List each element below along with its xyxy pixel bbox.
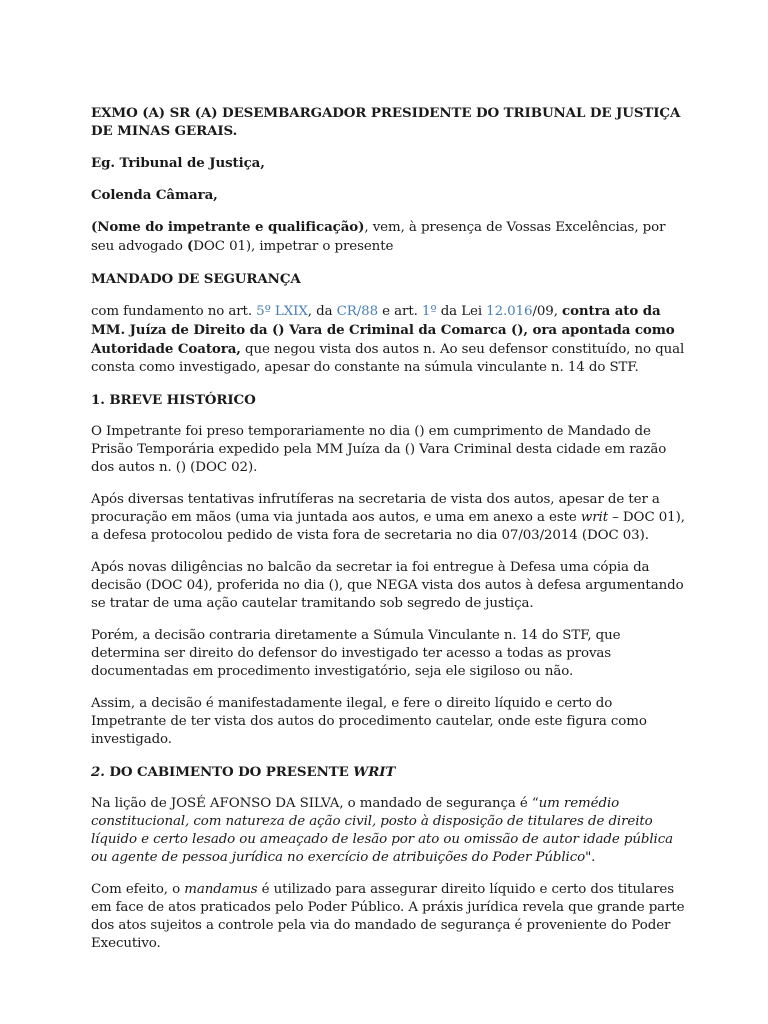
- citation-quote: um remédio constitucional, com natureza de ação civil, posto à disposição de titulares de direito líquido e certo lesado ou ameaçado de lesão por ato ou omissão de autor idade pública ou agente de pessoa jurídica no exercício de atribuições do Poder Público".: [91, 796, 674, 865]
- addressee-heading: EXMO (A) SR (A) DESEMBARGADOR PRESIDENTE DO TRIBUNAL DE JUSTIÇA DE MINAS GERAIS.: [91, 105, 681, 139]
- link-art-1[interactable]: 1º: [421, 304, 437, 319]
- section-1-title: 1. BREVE HISTÓRICO: [91, 392, 256, 408]
- link-cr-88[interactable]: CR/88: [336, 304, 378, 319]
- historico-paragraph-3: Após novas diligências no balcão da secretar ia foi entregue à Defesa uma cópia da decisão (DOC 04), proferida no dia (), que NEGA vista dos autos à defesa argumentando se tratar de uma ação cautelar tramitando sob segredo de justiça.: [91, 560, 684, 611]
- salutation-tribunal: Eg. Tribunal de Justiça,: [91, 155, 265, 171]
- historico-paragraph-1: O Impetrante foi preso temporariamente no dia () em cumprimento de Mandado de Prisão Temporária expedido pela MM Juíza da () Vara Criminal desta cidade em razão dos autos n. () (DOC 02).: [91, 424, 667, 475]
- historico-paragraph-2: Após diversas tentativas infrutíferas na secretaria de vista dos autos, apesar de ter a procuração em mãos (uma via juntada aos autos, e uma em anexo a este writ – DOC 01), a defesa protocolou pedido de vista fora de secretaria no dia 07/03/2014 (DOC 03).: [91, 492, 685, 543]
- historico-paragraph-4: Porém, a decisão contraria diretamente a Súmula Vinculante n. 14 do STF, que determina ser direito do defensor do investigado ter acesso a todas as provas documentadas em procedimento investigatório, seja ele sigiloso ou não.: [91, 628, 621, 679]
- historico-paragraph-5: Assim, a decisão é manifestadamente ilegal, e fere o direito líquido e certo do Impetrante de ter vista dos autos do procedimento cautelar, onde este figura como investigado.: [91, 696, 647, 747]
- cabimento-paragraph-1: Na lição de JOSÉ AFONSO DA SILVA, o mandado de segurança é “um remédio constitucional, com natureza de ação civil, posto à disposição de titulares de direito líquido e certo lesado ou ameaçado de lesão por ato ou omissão de autor idade pública ou agente de pessoa jurídica no exercício de atribuições do Poder Público".: [91, 796, 674, 865]
- action-title: MANDADO DE SEGURANÇA: [91, 271, 301, 287]
- impetrante-placeholder: (Nome do impetrante e qualificação): [91, 219, 365, 235]
- link-lei-12016[interactable]: 12.016: [486, 304, 533, 319]
- intro-paragraph: (Nome do impetrante e qualificação), vem, à presença de Vossas Excelências, por seu advogado (DOC 01), impetrar o presente: [91, 219, 666, 254]
- autoridade-coatora-text: contra ato da MM. Juíza de Direito da () Vara de Criminal da Comarca (), ora apontada como Autoridade Coatora,: [91, 303, 675, 357]
- section-2-title: 2. DO CABIMENTO DO PRESENTE WRIT: [91, 764, 396, 780]
- cabimento-paragraph-2: Com efeito, o mandamus é utilizado para assegurar direito líquido e certo dos titulares em face de atos praticados pelo Poder Público. A práxis jurídica revela que grande parte dos atos sujeitos a controle pela via do mandado de segurança é proveniente do Poder Executivo.: [91, 882, 685, 951]
- legal-basis-paragraph: com fundamento no art. 5º LXIX, da CR/88 e art. 1º da Lei 12.016/09, contra ato da MM. Juíza de Direito da () Vara de Criminal da Comarca (), ora apontada como Autoridade Coatora, que negou vista dos autos n. Ao seu defensor constituído, no qual consta como investigado, apesar do constante na súmula vinculante n. 14 do STF.: [91, 303, 685, 375]
- link-art-5-lxix[interactable]: 5º LXIX: [256, 304, 308, 319]
- salutation-camara: Colenda Câmara,: [91, 187, 218, 203]
